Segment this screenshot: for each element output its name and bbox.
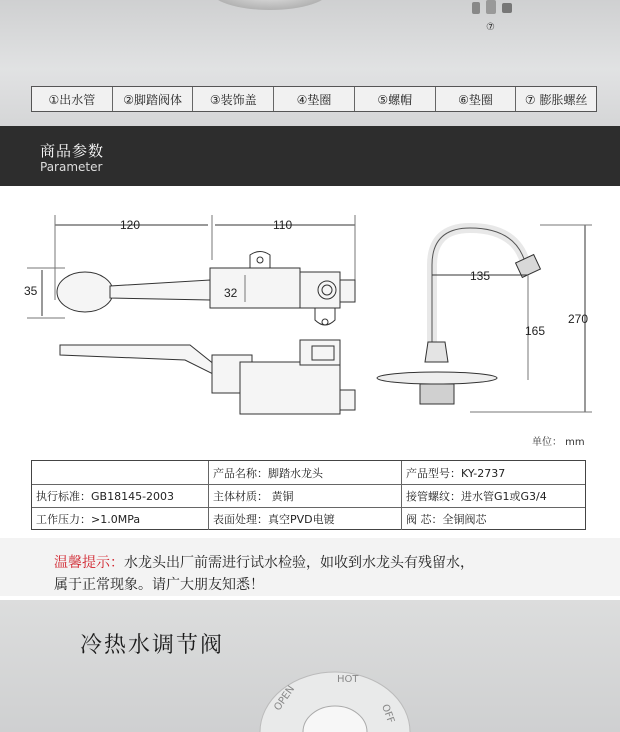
note-line-2: 属于正常现象。请广大朋友知悉！: [54, 577, 264, 593]
table-cell: 产品型号：KY-2737: [406, 466, 506, 480]
dim-35: 35: [24, 284, 38, 298]
part-disc-image: [210, 0, 330, 10]
table-cell: 阀 芯：全铜阀芯: [406, 512, 487, 526]
knob-label-off: OFF: [379, 702, 397, 725]
dim-110: 110: [273, 218, 293, 232]
dim-120: 120: [120, 218, 141, 232]
table-cell: 主体材质： 黄铜: [209, 484, 402, 507]
table-cell: 产品名称：脚踏水龙头: [209, 461, 402, 484]
note-line-1: [54, 552, 474, 572]
parameter-subtitle: Parameter: [40, 160, 103, 174]
table-cell: 执行标准：GB18145-2003: [32, 484, 209, 507]
parts-list: [31, 86, 597, 112]
note-label: 温馨提示：: [54, 555, 124, 571]
part-item: ⑤螺帽: [355, 87, 436, 111]
table-cell: 表面处理：真空PVD电镀: [209, 507, 402, 530]
part-item: ④垫圈: [274, 87, 355, 111]
part-item: ③装饰盖: [193, 87, 274, 111]
spec-table: [31, 460, 586, 530]
dim-135: 135: [470, 269, 491, 283]
valve-section: [0, 600, 620, 732]
table-cell: 接管螺纹：进水管G1或G3/4: [406, 489, 547, 503]
table-row: [32, 484, 585, 508]
table-row: [32, 461, 585, 485]
knob-label-hot: HOT: [337, 674, 359, 685]
dim-165: 165: [525, 324, 546, 338]
part-item: ②脚踏阀体: [113, 87, 194, 111]
technical-drawing: [0, 186, 620, 456]
callout-number: ⑦: [486, 22, 495, 33]
part-item: ⑥垫圈: [436, 87, 517, 111]
valve-knob-image: [255, 660, 415, 732]
part-item: ⑦ 膨胀螺丝: [524, 92, 588, 107]
section-title: 冷热水调节阀: [80, 633, 225, 658]
dim-32: 32: [224, 286, 238, 300]
table-row: [32, 507, 585, 530]
pedal-outline: [57, 272, 113, 312]
unit-label: 单位： mm: [532, 437, 585, 448]
screw-image: [470, 0, 516, 16]
knob-label-open: OPEN: [272, 683, 298, 713]
table-cell: 工作压力：>1.0MPa: [32, 507, 209, 530]
note-text-1: 水龙头出厂前需进行试水检验，如收到水龙头有残留水，: [124, 555, 474, 571]
parameter-title: 商品参数: [40, 142, 105, 160]
dim-270: 270: [568, 312, 589, 326]
table-cell: [32, 461, 209, 484]
part-item: ①出水管: [32, 87, 113, 111]
